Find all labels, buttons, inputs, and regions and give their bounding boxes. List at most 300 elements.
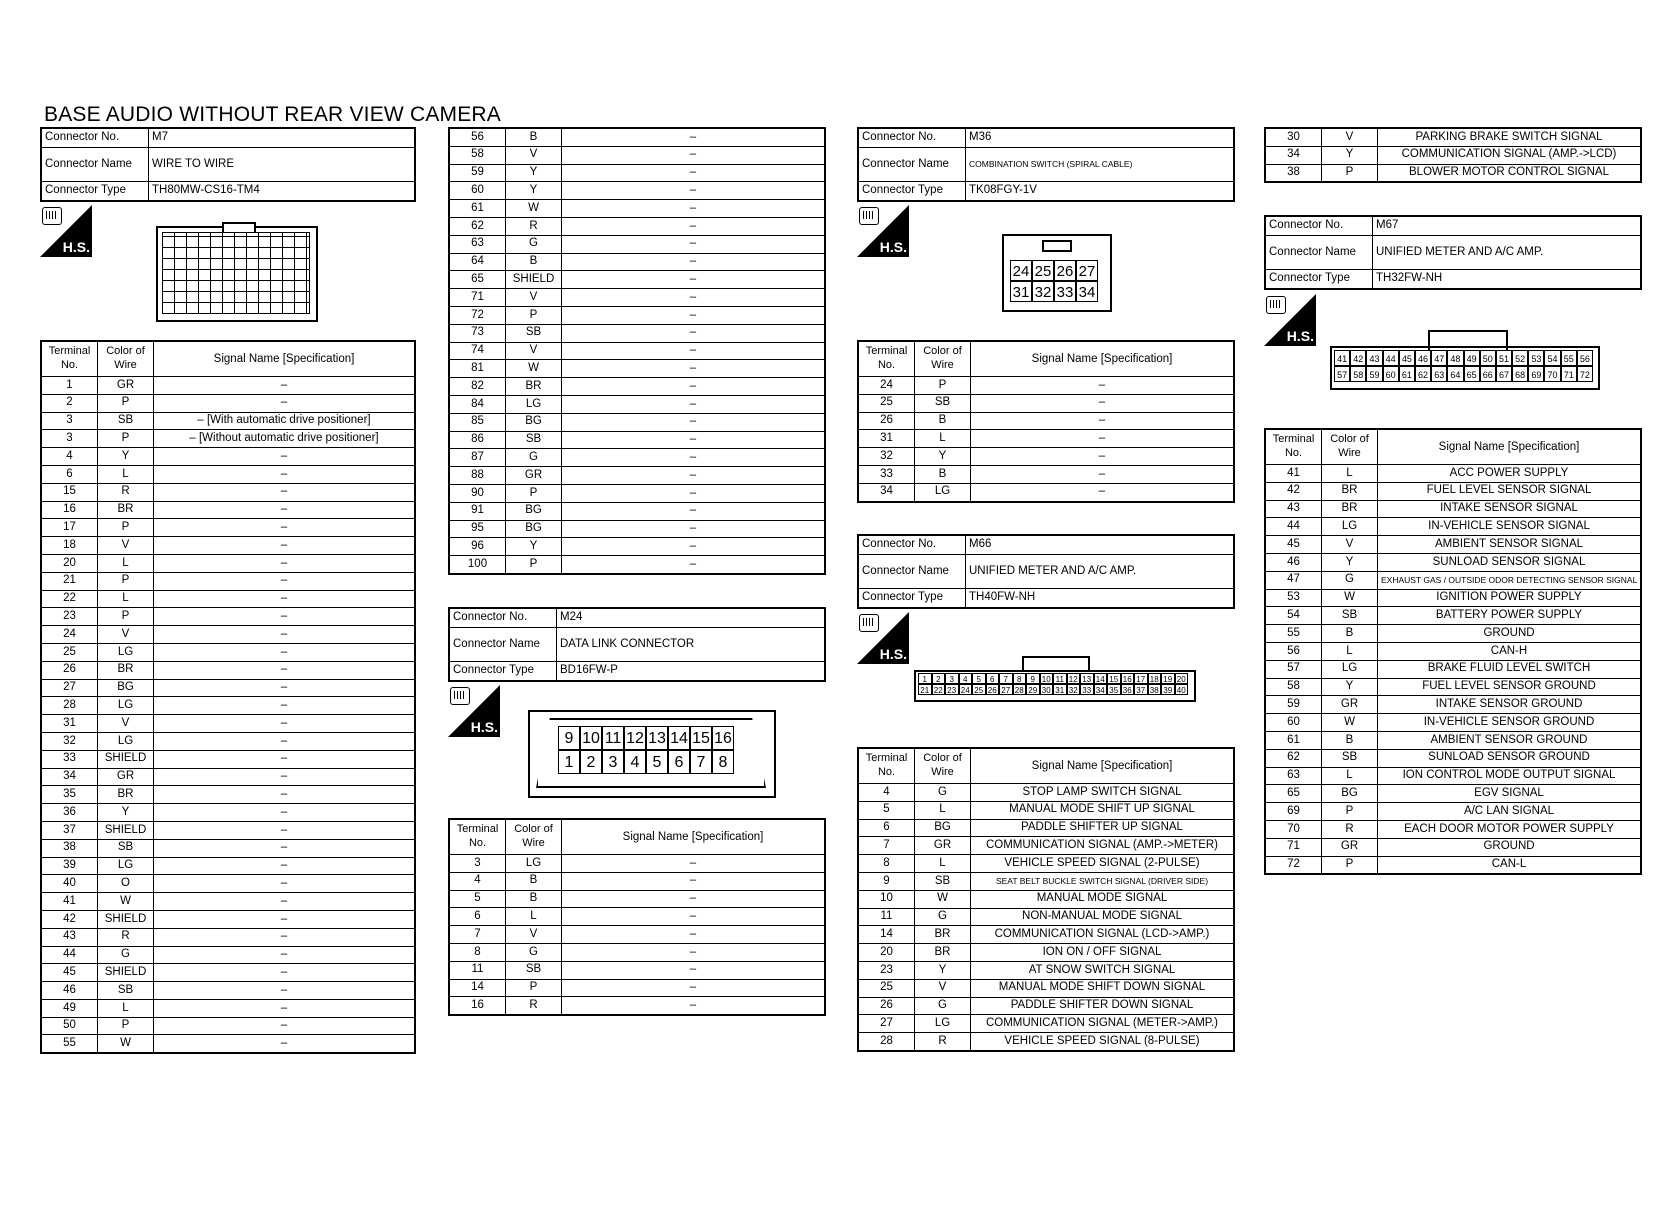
table-row bbox=[1265, 536, 1641, 554]
table-row bbox=[1265, 500, 1641, 518]
terminal-no: 71 bbox=[449, 289, 506, 307]
connector-pin: 19 bbox=[1161, 673, 1175, 684]
table-row bbox=[1265, 625, 1641, 643]
wire-color: GR bbox=[98, 768, 154, 786]
pin-row bbox=[1334, 350, 1593, 366]
connector-type-value: TH40FW-NH bbox=[966, 589, 1235, 609]
connector-pin: 1 bbox=[558, 750, 580, 774]
col-signal-name: Signal Name [Specification] bbox=[971, 748, 1235, 784]
wire-color: L bbox=[1322, 767, 1378, 785]
terminal-no: 64 bbox=[449, 253, 506, 271]
wire-color: W bbox=[98, 1035, 154, 1053]
terminal-no: 45 bbox=[1265, 536, 1322, 554]
label-connector-no: Connector No. bbox=[858, 535, 966, 555]
connector-pin: 56 bbox=[1577, 350, 1593, 366]
hs-badge-m36: H.S. bbox=[857, 205, 909, 257]
connector-pin: 16 bbox=[1121, 673, 1135, 684]
connector-pin: 12 bbox=[624, 726, 646, 750]
connector-pin: 69 bbox=[1528, 366, 1544, 382]
table-row bbox=[449, 961, 825, 979]
terminal-no: 39 bbox=[41, 857, 98, 875]
terminal-no: 56 bbox=[449, 128, 506, 146]
table-row bbox=[449, 200, 825, 218]
table-row bbox=[858, 394, 1234, 412]
wire-color: V bbox=[506, 342, 562, 360]
terminal-no: 95 bbox=[449, 520, 506, 538]
table-row bbox=[449, 520, 825, 538]
signal-name: IN-VEHICLE SENSOR GROUND bbox=[1378, 714, 1642, 732]
terminal-table-m36 bbox=[857, 340, 1235, 503]
signal-name: – bbox=[154, 875, 416, 893]
table-row bbox=[1265, 785, 1641, 803]
signal-name: – bbox=[154, 697, 416, 715]
table-row bbox=[41, 750, 415, 768]
terminal-no: 34 bbox=[41, 768, 98, 786]
terminal-no: 22 bbox=[41, 590, 98, 608]
connector-pin: 7 bbox=[999, 673, 1013, 684]
connector-pin: 50 bbox=[1480, 350, 1496, 366]
connector-no-value: M7 bbox=[149, 128, 416, 148]
table-row bbox=[1265, 589, 1641, 607]
table-row bbox=[449, 943, 825, 961]
signal-name: ION CONTROL MODE OUTPUT SIGNAL bbox=[1378, 767, 1642, 785]
wire-color: P bbox=[506, 979, 562, 997]
table-row bbox=[858, 430, 1234, 448]
terminal-table-m66 bbox=[857, 747, 1235, 1052]
signal-name: – bbox=[154, 821, 416, 839]
wire-color: SB bbox=[1322, 749, 1378, 767]
table-row bbox=[41, 768, 415, 786]
signal-name: – bbox=[154, 893, 416, 911]
table-row bbox=[41, 412, 415, 430]
connector-pin: 72 bbox=[1577, 366, 1593, 382]
signal-name: AT SNOW SWITCH SIGNAL bbox=[971, 961, 1235, 979]
connector-pin: 42 bbox=[1350, 350, 1366, 366]
table-row bbox=[449, 449, 825, 467]
terminal-no: 90 bbox=[449, 484, 506, 502]
signal-name: STOP LAMP SWITCH SIGNAL bbox=[971, 784, 1235, 802]
wire-color: LG bbox=[915, 1015, 971, 1033]
terminal-no: 46 bbox=[1265, 553, 1322, 571]
signal-name: COMMUNICATION SIGNAL (AMP.->METER) bbox=[971, 837, 1235, 855]
signal-name: – bbox=[154, 448, 416, 466]
terminal-no: 41 bbox=[1265, 465, 1322, 483]
connector-pin: 31 bbox=[1010, 281, 1032, 302]
table-row bbox=[858, 926, 1234, 944]
table-row bbox=[41, 786, 415, 804]
terminal-no: 65 bbox=[1265, 785, 1322, 803]
terminal-no: 16 bbox=[449, 997, 506, 1015]
connector-pin: 39 bbox=[1161, 684, 1175, 695]
connector-pin: 14 bbox=[668, 726, 690, 750]
terminal-no: 47 bbox=[1265, 571, 1322, 589]
terminal-no: 85 bbox=[449, 413, 506, 431]
label-connector-no: Connector No. bbox=[858, 128, 966, 148]
wire-color: P bbox=[98, 608, 154, 626]
connector-pin: 22 bbox=[932, 684, 946, 695]
connector-pin: 9 bbox=[558, 726, 580, 750]
wire-color: Y bbox=[1322, 146, 1378, 164]
signal-name: – bbox=[562, 520, 826, 538]
pin-row bbox=[1010, 281, 1098, 302]
terminal-no: 34 bbox=[1265, 146, 1322, 164]
terminal-no: 87 bbox=[449, 449, 506, 467]
signal-name: SUNLOAD SENSOR SIGNAL bbox=[1378, 553, 1642, 571]
wire-color: BR bbox=[98, 501, 154, 519]
connector-icon bbox=[1266, 296, 1286, 314]
signal-name: MANUAL MODE SIGNAL bbox=[971, 890, 1235, 908]
signal-name: – bbox=[154, 554, 416, 572]
table-row bbox=[858, 483, 1234, 501]
terminal-no: 32 bbox=[858, 448, 915, 466]
signal-name: – bbox=[154, 999, 416, 1017]
signal-name: – bbox=[562, 961, 826, 979]
connector-m66-info bbox=[857, 534, 1235, 609]
terminal-no: 26 bbox=[858, 997, 915, 1015]
wire-color: B bbox=[506, 890, 562, 908]
connector-pin: 20 bbox=[1175, 673, 1189, 684]
connector-icon bbox=[450, 687, 470, 705]
connector-pin: 3 bbox=[945, 673, 959, 684]
terminal-no: 96 bbox=[449, 538, 506, 556]
signal-name: – bbox=[562, 943, 826, 961]
terminal-no: 15 bbox=[41, 483, 98, 501]
terminal-table-m7-continued bbox=[448, 127, 826, 575]
connector-pin: 10 bbox=[1040, 673, 1054, 684]
table-row bbox=[449, 855, 825, 873]
terminal-no: 20 bbox=[858, 944, 915, 962]
table-row bbox=[449, 467, 825, 485]
wire-color: P bbox=[915, 377, 971, 395]
table-row bbox=[1265, 731, 1641, 749]
connector-pin: 59 bbox=[1366, 366, 1382, 382]
wire-color: L bbox=[98, 554, 154, 572]
terminal-no: 3 bbox=[41, 412, 98, 430]
signal-name: SUNLOAD SENSOR GROUND bbox=[1378, 749, 1642, 767]
wire-color: Y bbox=[98, 448, 154, 466]
signal-name: BLOWER MOTOR CONTROL SIGNAL bbox=[1378, 164, 1642, 182]
connector-no-value: M36 bbox=[966, 128, 1235, 148]
signal-name: IN-VEHICLE SENSOR SIGNAL bbox=[1378, 518, 1642, 536]
signal-name: – bbox=[971, 430, 1235, 448]
signal-name: ACC POWER SUPPLY bbox=[1378, 465, 1642, 483]
wire-color: L bbox=[98, 465, 154, 483]
terminal-no: 53 bbox=[1265, 589, 1322, 607]
signal-name: – bbox=[971, 377, 1235, 395]
terminal-no: 2 bbox=[41, 394, 98, 412]
signal-name: – bbox=[154, 537, 416, 555]
label-connector-name: Connector Name bbox=[1265, 236, 1373, 270]
wire-color: LG bbox=[98, 732, 154, 750]
terminal-no: 6 bbox=[41, 465, 98, 483]
terminal-no: 45 bbox=[41, 964, 98, 982]
wire-color: B bbox=[506, 872, 562, 890]
signal-name: – bbox=[154, 732, 416, 750]
terminal-no: 59 bbox=[1265, 696, 1322, 714]
terminal-no: 23 bbox=[41, 608, 98, 626]
signal-name: FUEL LEVEL SENSOR GROUND bbox=[1378, 678, 1642, 696]
connector-pin: 33 bbox=[1080, 684, 1094, 695]
table-row bbox=[1265, 767, 1641, 785]
connector-pin: 5 bbox=[972, 673, 986, 684]
table-row bbox=[449, 164, 825, 182]
connector-pin: 26 bbox=[1054, 260, 1076, 281]
wire-color: R bbox=[915, 1033, 971, 1051]
signal-name: – bbox=[562, 182, 826, 200]
terminal-no: 5 bbox=[858, 801, 915, 819]
terminal-no: 4 bbox=[41, 448, 98, 466]
wire-color: SB bbox=[506, 324, 562, 342]
table-row bbox=[41, 875, 415, 893]
signal-name: – bbox=[971, 412, 1235, 430]
page-title: BASE AUDIO WITHOUT REAR VIEW CAMERA bbox=[44, 103, 502, 126]
connector-type-value: TH80MW-CS16-TM4 bbox=[149, 182, 416, 202]
signal-name: VEHICLE SPEED SIGNAL (2-PULSE) bbox=[971, 855, 1235, 873]
label-connector-name: Connector Name bbox=[858, 555, 966, 589]
signal-name: – bbox=[154, 377, 416, 395]
table-row bbox=[449, 395, 825, 413]
signal-name: SEAT BELT BUCKLE SWITCH SIGNAL (DRIVER SIDE) bbox=[971, 872, 1235, 890]
signal-name: – bbox=[154, 910, 416, 928]
col-color-of-wire: Color of Wire bbox=[915, 748, 971, 784]
wire-color: B bbox=[915, 465, 971, 483]
wire-color: BR bbox=[1322, 482, 1378, 500]
wire-color: P bbox=[98, 519, 154, 537]
signal-name: ION ON / OFF SIGNAL bbox=[971, 944, 1235, 962]
connector-pin: 11 bbox=[602, 726, 624, 750]
connector-pin: 1 bbox=[918, 673, 932, 684]
terminal-no: 34 bbox=[858, 483, 915, 501]
signal-name: AMBIENT SENSOR SIGNAL bbox=[1378, 536, 1642, 554]
table-row bbox=[449, 890, 825, 908]
signal-name: PARKING BRAKE SWITCH SIGNAL bbox=[1378, 128, 1642, 146]
signal-name: – bbox=[154, 982, 416, 1000]
wire-color: L bbox=[98, 590, 154, 608]
wire-color: L bbox=[1322, 465, 1378, 483]
table-row bbox=[449, 271, 825, 289]
terminal-no: 38 bbox=[1265, 164, 1322, 182]
table-row bbox=[858, 908, 1234, 926]
signal-name: – [With automatic drive positioner] bbox=[154, 412, 416, 430]
signal-name: – bbox=[154, 804, 416, 822]
connector-pin: 15 bbox=[690, 726, 712, 750]
terminal-no: 54 bbox=[1265, 607, 1322, 625]
signal-name: – bbox=[562, 253, 826, 271]
table-row bbox=[41, 732, 415, 750]
table-row bbox=[449, 908, 825, 926]
table-row bbox=[1265, 518, 1641, 536]
connector-no-value: M24 bbox=[557, 608, 826, 628]
connector-type-value: TH32FW-NH bbox=[1373, 270, 1642, 290]
signal-name: – bbox=[154, 661, 416, 679]
table-row bbox=[1265, 820, 1641, 838]
connector-pin: 29 bbox=[1026, 684, 1040, 695]
wire-color: SB bbox=[915, 394, 971, 412]
wire-color: R bbox=[98, 928, 154, 946]
table-row bbox=[858, 465, 1234, 483]
terminal-no: 9 bbox=[858, 872, 915, 890]
table-row bbox=[1265, 856, 1641, 874]
wire-color: Y bbox=[506, 182, 562, 200]
connector-pin: 7 bbox=[690, 750, 712, 774]
connector-pin: 8 bbox=[712, 750, 734, 774]
table-row bbox=[858, 1033, 1234, 1051]
terminal-no: 26 bbox=[858, 412, 915, 430]
terminal-no: 44 bbox=[41, 946, 98, 964]
col-signal-name: Signal Name [Specification] bbox=[562, 819, 826, 855]
connector-pin: 35 bbox=[1107, 684, 1121, 695]
connector-pin: 14 bbox=[1094, 673, 1108, 684]
signal-name: BRAKE FLUID LEVEL SWITCH bbox=[1378, 660, 1642, 678]
signal-name: – bbox=[154, 928, 416, 946]
signal-name: – bbox=[562, 146, 826, 164]
terminal-no: 91 bbox=[449, 502, 506, 520]
table-row bbox=[41, 554, 415, 572]
table-row bbox=[41, 394, 415, 412]
table-row bbox=[449, 360, 825, 378]
table-row bbox=[41, 857, 415, 875]
terminal-no: 18 bbox=[41, 537, 98, 555]
connector-pin: 58 bbox=[1350, 366, 1366, 382]
signal-name: – bbox=[562, 431, 826, 449]
signal-name: – bbox=[154, 715, 416, 733]
terminal-no: 35 bbox=[41, 786, 98, 804]
connector-pin: 52 bbox=[1512, 350, 1528, 366]
signal-name: MANUAL MODE SHIFT DOWN SIGNAL bbox=[971, 979, 1235, 997]
connector-pin: 37 bbox=[1134, 684, 1148, 695]
table-row bbox=[41, 590, 415, 608]
connector-pin: 65 bbox=[1464, 366, 1480, 382]
terminal-no: 88 bbox=[449, 467, 506, 485]
terminal-no: 74 bbox=[449, 342, 506, 360]
connector-pin: 4 bbox=[959, 673, 973, 684]
table-row bbox=[449, 289, 825, 307]
terminal-no: 60 bbox=[1265, 714, 1322, 732]
terminal-no: 44 bbox=[1265, 518, 1322, 536]
terminal-no: 86 bbox=[449, 431, 506, 449]
table-row bbox=[449, 926, 825, 944]
connector-pin: 24 bbox=[1010, 260, 1032, 281]
terminal-no: 31 bbox=[41, 715, 98, 733]
hs-badge-m24: H.S. bbox=[448, 685, 500, 737]
table-row bbox=[41, 928, 415, 946]
terminal-no: 58 bbox=[1265, 678, 1322, 696]
table-row bbox=[1265, 660, 1641, 678]
table-row bbox=[1265, 465, 1641, 483]
signal-name: – bbox=[562, 306, 826, 324]
wire-color: SB bbox=[915, 872, 971, 890]
connector-pin: 16 bbox=[712, 726, 734, 750]
terminal-no: 3 bbox=[449, 855, 506, 873]
wire-color: R bbox=[1322, 820, 1378, 838]
terminal-no: 27 bbox=[858, 1015, 915, 1033]
signal-name: – bbox=[562, 235, 826, 253]
wire-color: V bbox=[98, 715, 154, 733]
terminal-no: 59 bbox=[449, 164, 506, 182]
wire-color: LG bbox=[1322, 660, 1378, 678]
wire-color: GR bbox=[98, 377, 154, 395]
signal-name: CAN-H bbox=[1378, 642, 1642, 660]
signal-name: – bbox=[154, 519, 416, 537]
wire-color: P bbox=[98, 394, 154, 412]
terminal-no: 56 bbox=[1265, 642, 1322, 660]
connector-pin: 21 bbox=[918, 684, 932, 695]
pin-row bbox=[1010, 260, 1098, 281]
signal-name: EGV SIGNAL bbox=[1378, 785, 1642, 803]
wire-color: BR bbox=[98, 786, 154, 804]
connector-pin: 63 bbox=[1431, 366, 1447, 382]
wire-color: V bbox=[98, 626, 154, 644]
connector-name-value: WIRE TO WIRE bbox=[149, 148, 416, 182]
connector-pin: 2 bbox=[932, 673, 946, 684]
connector-pin: 28 bbox=[1013, 684, 1027, 695]
table-row bbox=[449, 217, 825, 235]
terminal-no: 62 bbox=[1265, 749, 1322, 767]
terminal-no: 5 bbox=[449, 890, 506, 908]
wire-color: V bbox=[98, 537, 154, 555]
signal-name: – bbox=[154, 679, 416, 697]
table-row bbox=[449, 306, 825, 324]
terminal-no: 42 bbox=[1265, 482, 1322, 500]
table-row bbox=[449, 413, 825, 431]
pin-row bbox=[918, 673, 1188, 684]
table-row bbox=[449, 538, 825, 556]
label-connector-no: Connector No. bbox=[41, 128, 149, 148]
signal-name: – [Without automatic drive positioner] bbox=[154, 430, 416, 448]
terminal-no: 28 bbox=[41, 697, 98, 715]
table-row bbox=[1265, 146, 1641, 164]
connector-icon bbox=[859, 207, 879, 225]
terminal-no: 82 bbox=[449, 378, 506, 396]
signal-name: – bbox=[154, 1017, 416, 1035]
wire-color: BR bbox=[1322, 500, 1378, 518]
table-row bbox=[858, 1015, 1234, 1033]
wire-color: V bbox=[1322, 128, 1378, 146]
connector-pin: 70 bbox=[1544, 366, 1560, 382]
signal-name: – bbox=[154, 394, 416, 412]
terminal-no: 14 bbox=[858, 926, 915, 944]
signal-name: – bbox=[562, 164, 826, 182]
terminal-no: 14 bbox=[449, 979, 506, 997]
table-row bbox=[449, 556, 825, 574]
signal-name: – bbox=[971, 465, 1235, 483]
wire-color: Y bbox=[915, 448, 971, 466]
col-color-of-wire: Color of Wire bbox=[98, 341, 154, 377]
terminal-no: 41 bbox=[41, 893, 98, 911]
pin-row bbox=[918, 684, 1188, 695]
wire-color: P bbox=[98, 430, 154, 448]
wire-color: G bbox=[1322, 571, 1378, 589]
wire-color: Y bbox=[1322, 678, 1378, 696]
wire-color: SHIELD bbox=[98, 821, 154, 839]
wire-color: G bbox=[98, 946, 154, 964]
table-row bbox=[449, 979, 825, 997]
table-row bbox=[1265, 607, 1641, 625]
wire-color: SB bbox=[98, 982, 154, 1000]
connector-pin: 25 bbox=[1032, 260, 1054, 281]
terminal-no: 62 bbox=[449, 217, 506, 235]
table-row bbox=[858, 890, 1234, 908]
connector-pin: 34 bbox=[1094, 684, 1108, 695]
signal-name: – bbox=[562, 360, 826, 378]
signal-name: NON-MANUAL MODE SIGNAL bbox=[971, 908, 1235, 926]
connector-pin: 17 bbox=[1134, 673, 1148, 684]
wire-color: P bbox=[506, 484, 562, 502]
terminal-no: 49 bbox=[41, 999, 98, 1017]
wire-color: B bbox=[506, 253, 562, 271]
wire-color: Y bbox=[915, 961, 971, 979]
terminal-no: 37 bbox=[41, 821, 98, 839]
